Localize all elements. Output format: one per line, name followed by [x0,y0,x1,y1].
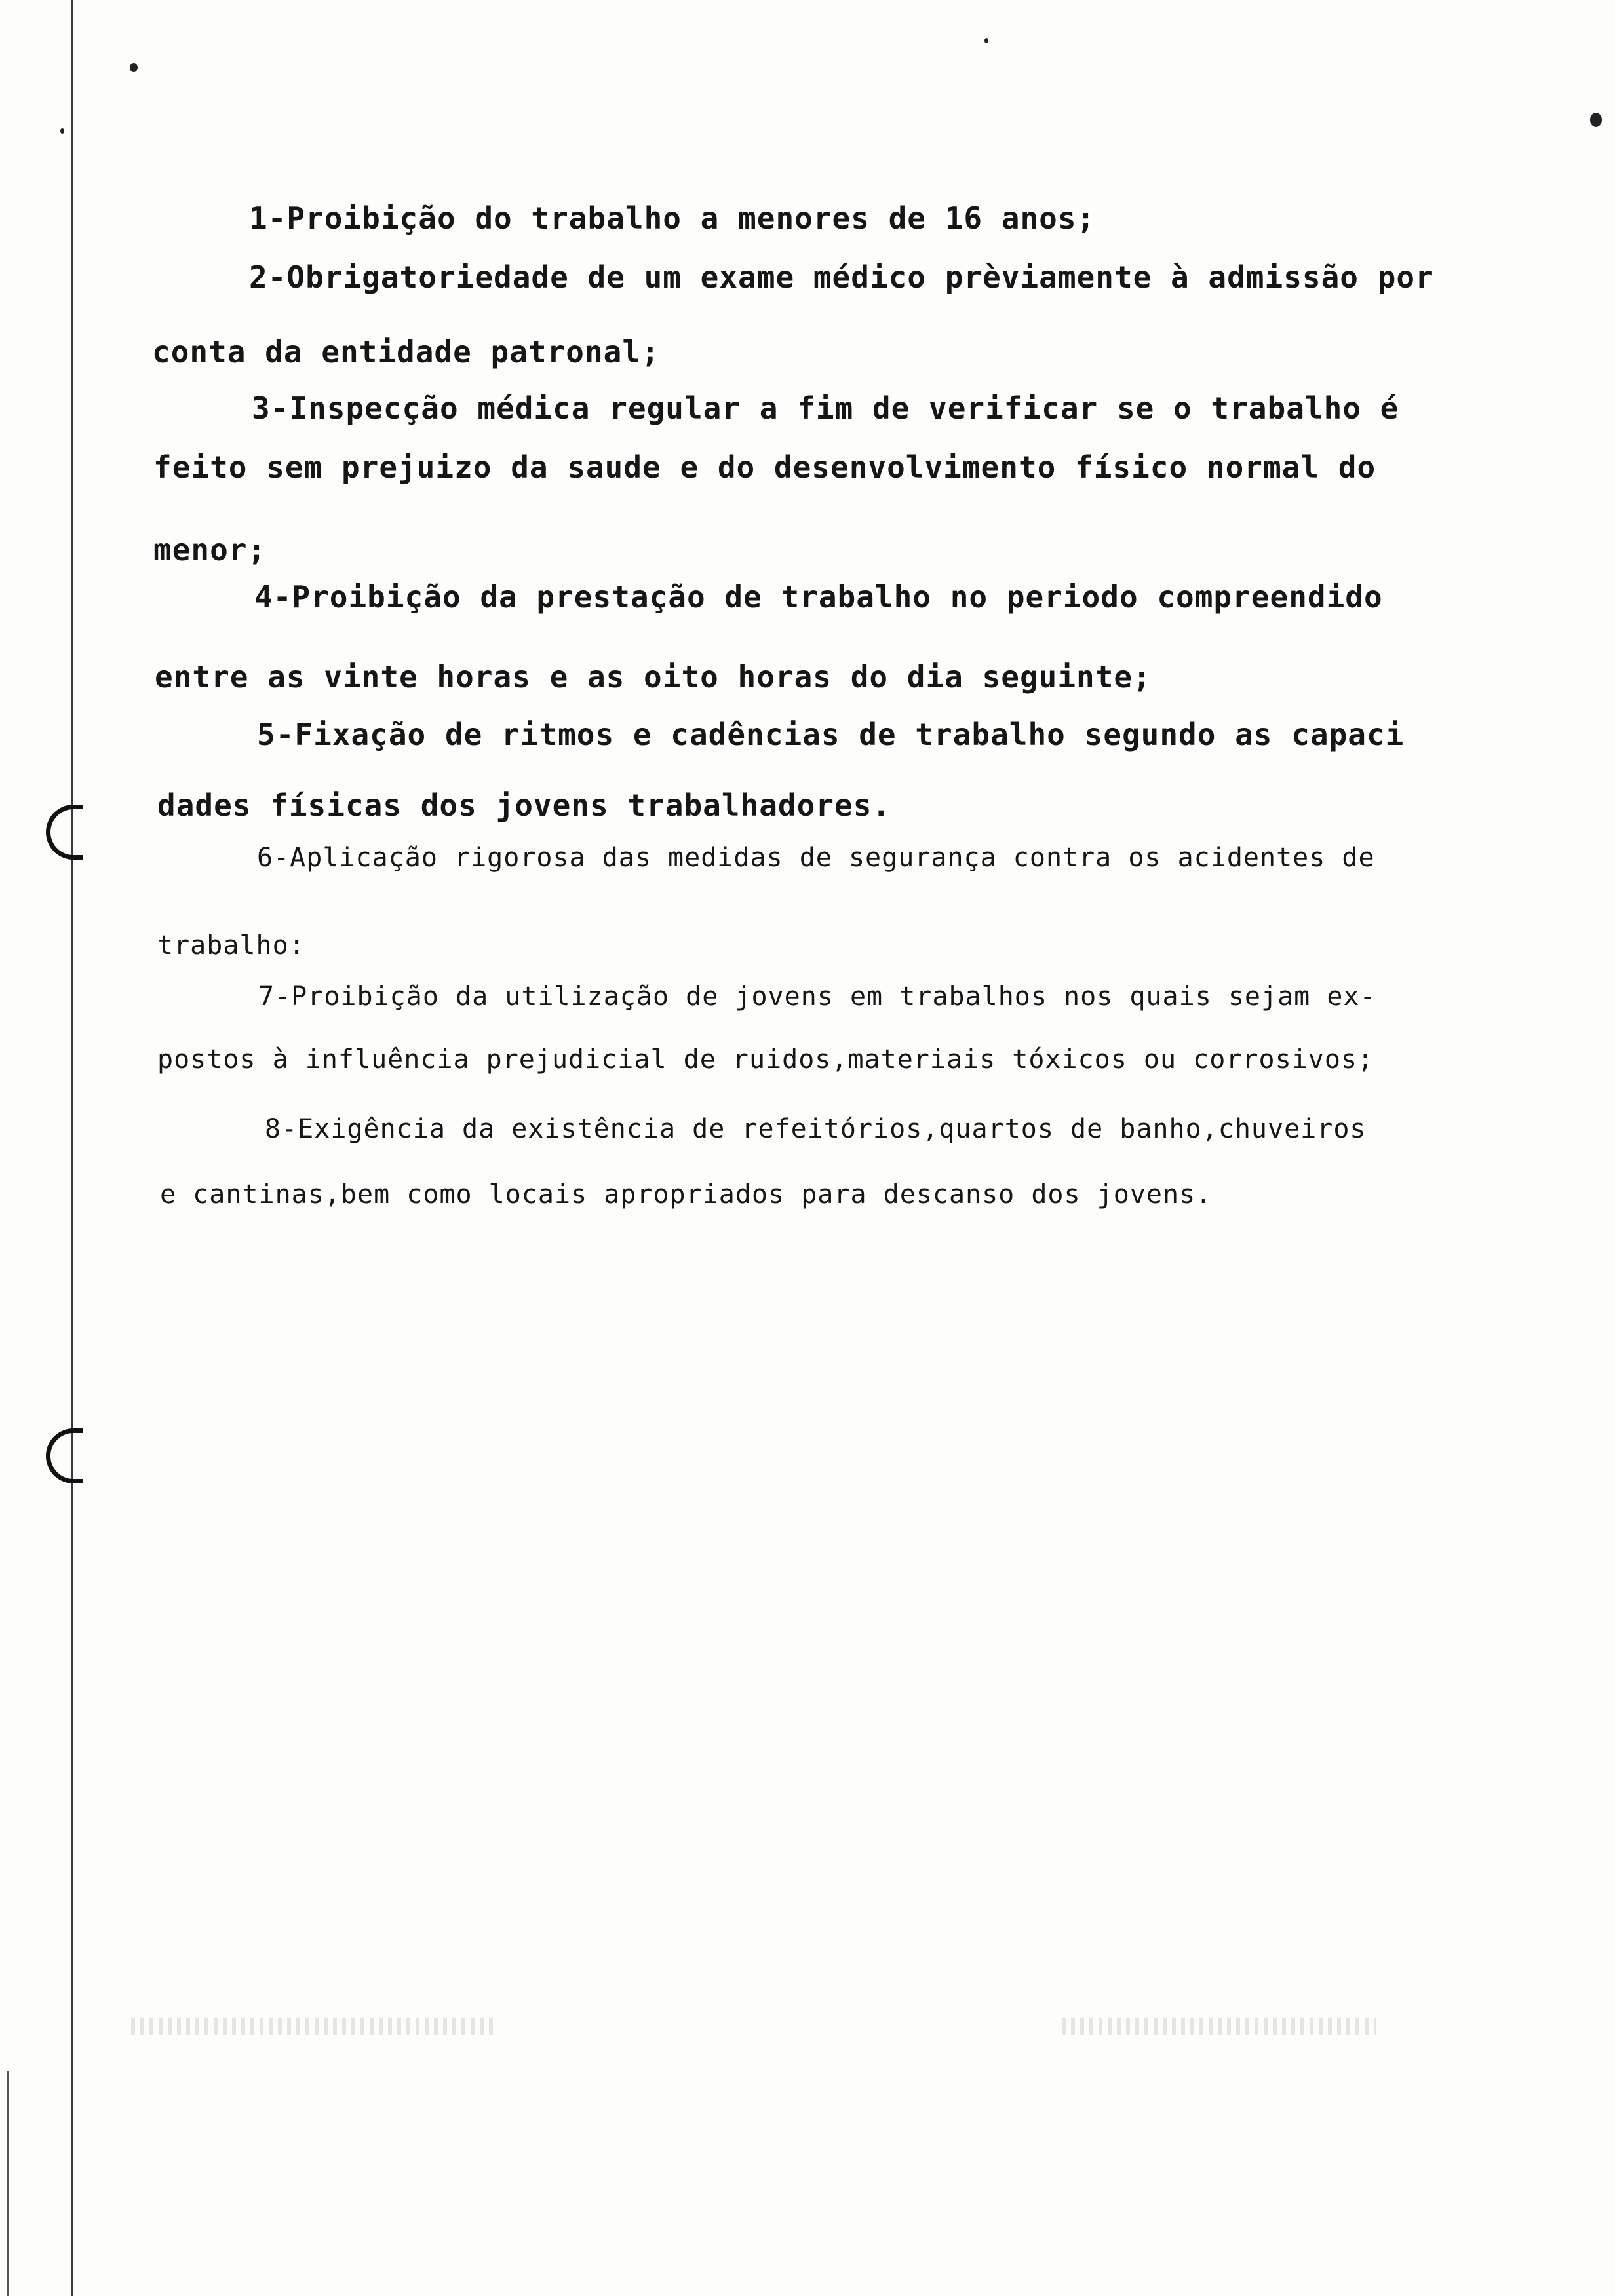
item-2-line: 2-Obrigatoriedade de um exame médico prèviamente à admissão por [249,259,1434,295]
item-7-line: 7-Proibição da utilização de jovens em trabalhos nos quais sejam ex- [258,982,1376,1012]
item-3-continuation: feito sem prejuizo da saude e do desenvolvimento físico normal do [153,450,1376,485]
item-7-continuation: postos à influência prejudicial de ruidos,materiais tóxicos ou corrosivos; [157,1044,1374,1075]
item-8-continuation: e cantinas,bem como locais apropriados para descanso dos jovens. [160,1179,1213,1210]
item-2-continuation: conta da entidade patronal; [152,334,660,370]
item-3-line: 3-Inspecção médica regular a fim de verificar se o trabalho é [252,391,1399,426]
item-6-line: 6-Aplicação rigorosa das medidas de segurança contra os acidentes de [257,843,1375,873]
item-8-line: 8-Exigência da existência de refeitórios,quartos de banho,chuveiros [265,1114,1367,1144]
item-4-continuation: entre as vinte horas e as oito horas do dia seguinte; [155,659,1152,695]
item-5-line: 5-Fixação de ritmos e cadências de trabalho segundo as capaci [257,717,1405,752]
item-5-continuation: dades físicas dos jovens trabalhadores. [157,788,891,823]
item-3-continuation: menor; [153,532,267,567]
item-4-line: 4-Proibição da prestação de trabalho no periodo compreendido [254,579,1383,615]
item-1-line: 1-Proibição do trabalho a menores de 16 anos; [249,201,1096,236]
item-6-continuation: trabalho: [157,930,305,961]
